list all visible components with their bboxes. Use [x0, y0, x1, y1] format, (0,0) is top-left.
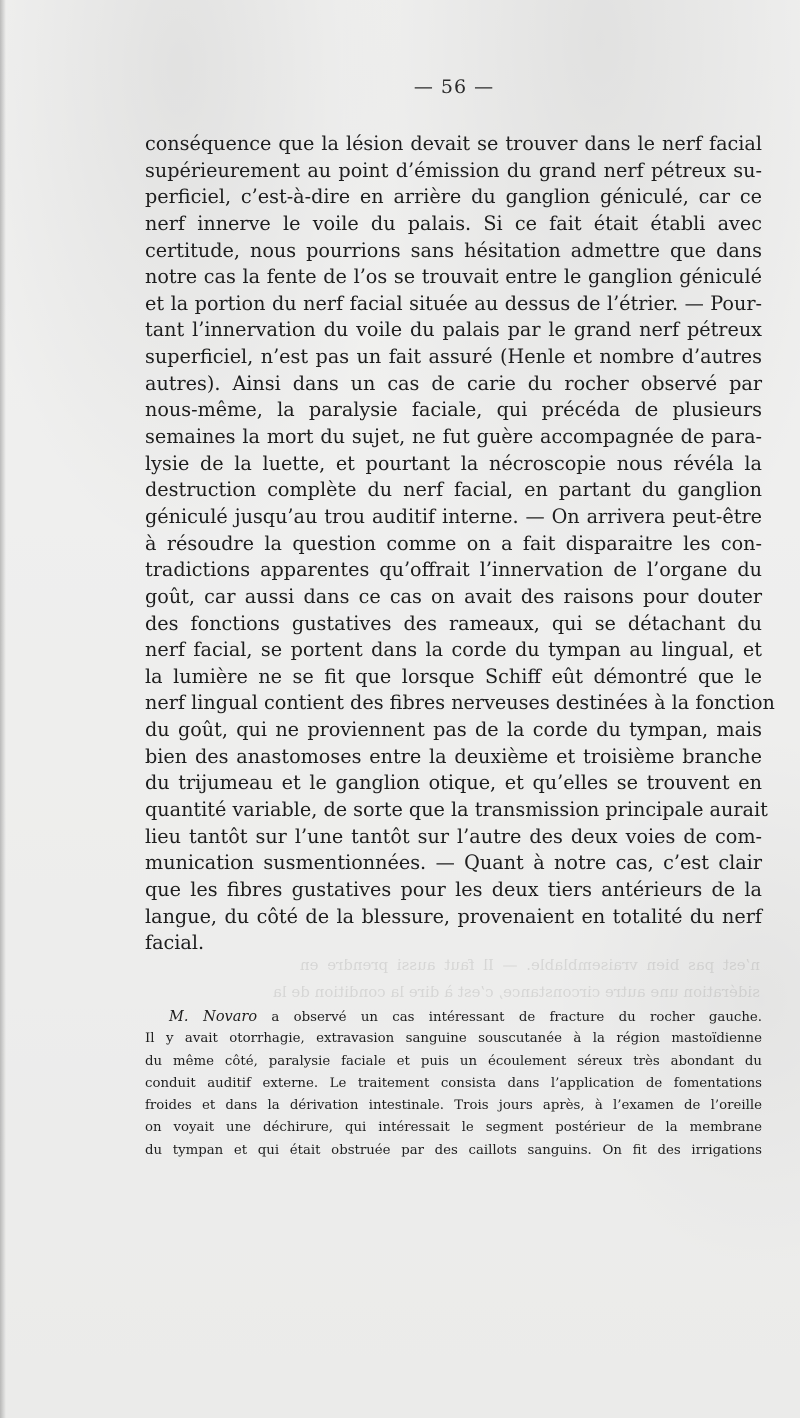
text-line: du trijumeau et le ganglion otique, et qu’elles se trouvent en — [145, 771, 762, 795]
footnote-first-line-text: a observé un cas intéressant de fracture du rocher gauche. — [257, 1010, 762, 1025]
footnote-first-line — [145, 1006, 762, 1028]
text-line: nerf facial, se portent dans la corde du tympan au lingual, et — [145, 638, 762, 662]
text-line: nerf lingual contient des fibres nerveuses destinées à la fonction — [145, 691, 775, 715]
text-line: notre cas la fente de l’os se trouvait entre le ganglion géniculé — [145, 265, 762, 289]
bleed-through-text — [272, 955, 760, 1008]
footnote-line: conduit auditif externe. Le traitement consista dans l’application de fomentations — [145, 1075, 762, 1091]
text-line: semaines la mort du sujet, ne fut guère accompagnée de para- — [145, 425, 762, 449]
text-line: géniculé jusqu’au trou auditif interne. — On arrivera peut-être — [145, 504, 762, 528]
text-line: et la portion du nerf facial située au dessus de l’étrier. — Pour- — [145, 291, 762, 315]
text-line: autres). Ainsi dans un cas de carie du rocher observé par — [145, 371, 762, 395]
text-line: perficiel, c’est-à-dire en arrière du ganglion géniculé, car ce — [145, 185, 762, 209]
text-line: bien des anastomoses entre la deuxième et troisième branche — [145, 744, 762, 768]
text-line: langue, du côté de la blessure, provenaient en totalité du nerf — [145, 904, 762, 928]
footnote-line: du même côté, paralysie faciale et puis un écoulement séreux très abondant du — [145, 1053, 762, 1069]
text-line: destruction complète du nerf facial, en partant du ganglion — [145, 478, 762, 502]
text-line: à résoudre la question comme on a fait disparaitre les con- — [145, 531, 762, 555]
bleed-line: sidération une autre circonstance, c’est à dire la condition de la — [272, 982, 760, 1001]
text-line: nous-même, la paralysie faciale, qui précéda de plusieurs — [145, 398, 762, 422]
text-line: tant l’innervation du voile du palais par le grand nerf pétreux — [145, 318, 762, 342]
page-number: — 56 — — [413, 76, 495, 98]
page-edge-shadow — [0, 0, 6, 1418]
footnote-line: froides et dans la dérivation intestinale. Trois jours après, à l’examen de l’oreille — [145, 1098, 762, 1114]
text-line: du goût, qui ne proviennent pas de la corde du tympan, mais — [145, 718, 762, 742]
text-line: munication susmentionnées. — Quant à notre cas, c’est clair — [145, 851, 762, 875]
footnote-author: M. Novaro — [169, 1009, 258, 1025]
text-line: nerf innerve le voile du palais. Si ce fait était établi avec — [145, 211, 762, 235]
text-line: tradictions apparentes qu’offrait l’innervation de l’organe du — [145, 558, 762, 582]
footnote-line: Il y avait otorrhagie, extravasion sanguine souscutanée à la région mastoïdienne — [145, 1031, 762, 1047]
text-line: quantité variable, de sorte que la transmission principale aurait — [145, 798, 768, 822]
text-line: la lumière ne se fit que lorsque Schiff eût démontré que le — [145, 664, 762, 688]
text-line: conséquence que la lésion devait se trouver dans le nerf facial — [145, 132, 762, 155]
text-line: lysie de la luette, et pourtant la nécroscopie nous révéla la — [145, 451, 762, 475]
text-line: lieu tantôt sur l’une tantôt sur l’autre des deux voies de com- — [145, 824, 762, 848]
text-line: des fonctions gustatives des rameaux, qui se détachant du — [145, 611, 762, 635]
text-line: goût, car aussi dans ce cas on avait des raisons pour douter — [145, 584, 762, 608]
bleed-line: n’est pas bien vraisemblable. — Il faut aussi prendre en — [300, 956, 760, 974]
text-line: superficiel, n’est pas un fait assuré (Henle et nombre d’autres — [145, 345, 762, 369]
footnote — [145, 1006, 762, 1162]
footnote-line: on voyait une déchirure, qui intéressait le segment postérieur de la membrane — [145, 1120, 762, 1136]
text-line: certitude, nous pourrions sans hésitation admettre que dans — [145, 238, 762, 262]
footnote-line: du tympan et qui était obstruée par des caillots sanguins. On fit des irrigations — [145, 1142, 762, 1158]
text-line: que les fibres gustatives pour les deux tiers antérieurs de la — [145, 877, 762, 901]
text-line: supérieurement au point d’émission du grand nerf pétreux su- — [145, 158, 762, 182]
text-line: facial. — [145, 931, 205, 955]
main-body-text — [145, 131, 775, 957]
